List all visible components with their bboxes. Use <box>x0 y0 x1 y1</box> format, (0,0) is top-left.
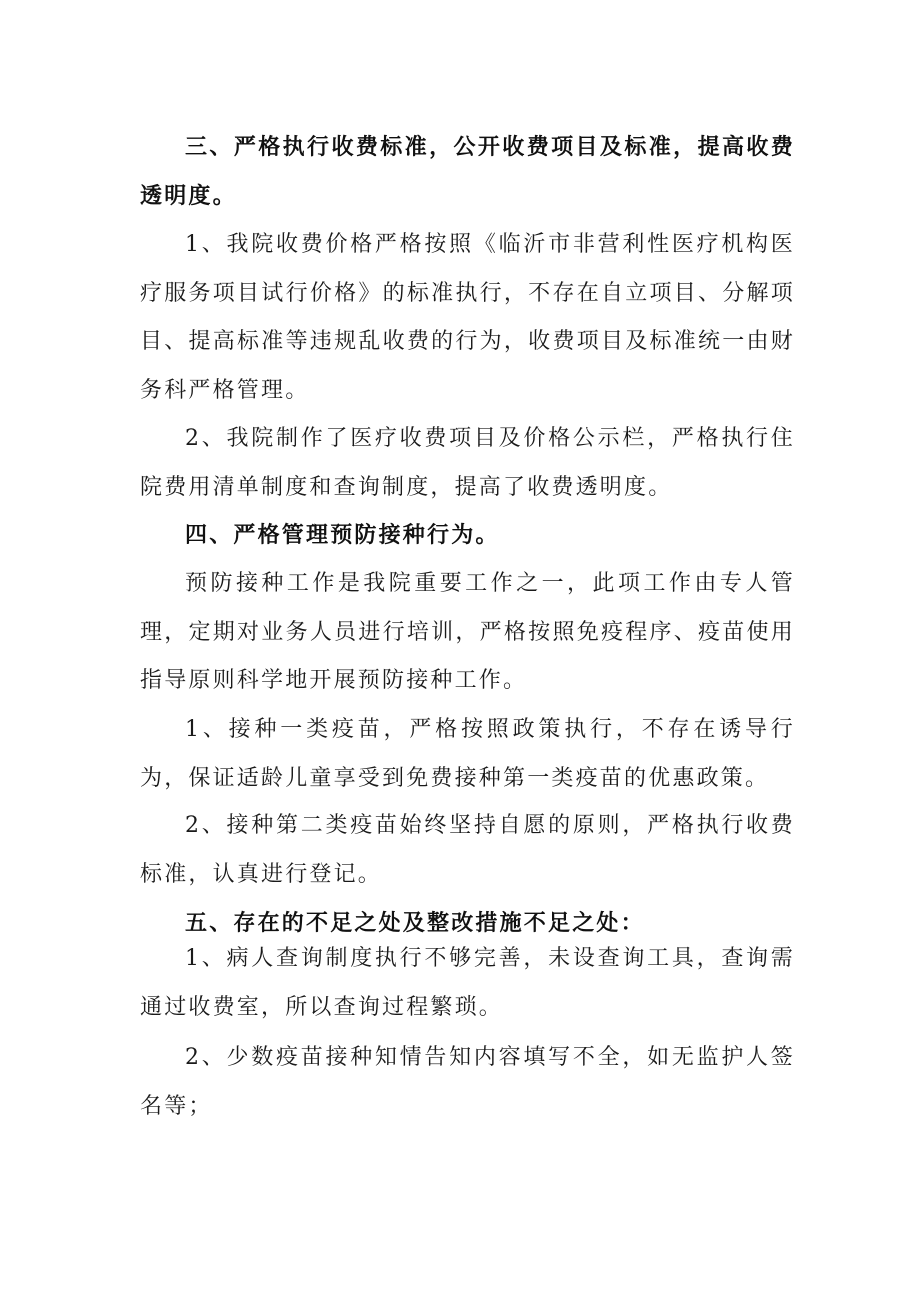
section-4-paragraph-2: 2、接种第二类疫苗始终坚持自愿的原则，严格执行收费标准，认真进行登记。 <box>140 813 795 887</box>
section-4-intro: 预防接种工作是我院重要工作之一，此项工作由专人管理，定期对业务人员进行培训，严格按照免疫程序、疫苗使用指导原则科学地开展预防接种工作。 <box>140 571 795 693</box>
section-heading-5: 五、存在的不足之处及整改措施不足之处： <box>185 911 645 936</box>
section-5-paragraph-1: 1、病人查询制度执行不够完善，未设查询工具，查询需通过收费室，所以查询过程繁琐。 <box>140 946 795 1020</box>
section-3-paragraph-1: 1、我院收费价格严格按照《临沂市非营利性医疗机构医疗服务项目试行价格》的标准执行，不存在自立项目、分解项目、提高标准等违规乱收费的行为，收费项目及标准统一由财务科严格管理。 <box>140 232 795 403</box>
section-4-paragraph-1: 1、接种一类疫苗，严格按照政策执行，不存在诱导行为，保证适龄儿童享受到免费接种第一类疫苗的优惠政策。 <box>140 717 795 791</box>
section-heading-3: 三、严格执行收费标准，公开收费项目及标准，提高收费透明度。 <box>140 135 795 209</box>
section-3-paragraph-2: 2、我院制作了医疗收费项目及价格公示栏，严格执行住院费用清单制度和查询制度，提高了收费透明度。 <box>140 426 795 500</box>
section-5-paragraph-2: 2、少数疫苗接种知情告知内容填写不全，如无监护人签名等； <box>140 1045 795 1119</box>
section-heading-4: 四、严格管理预防接种行为。 <box>185 523 500 548</box>
